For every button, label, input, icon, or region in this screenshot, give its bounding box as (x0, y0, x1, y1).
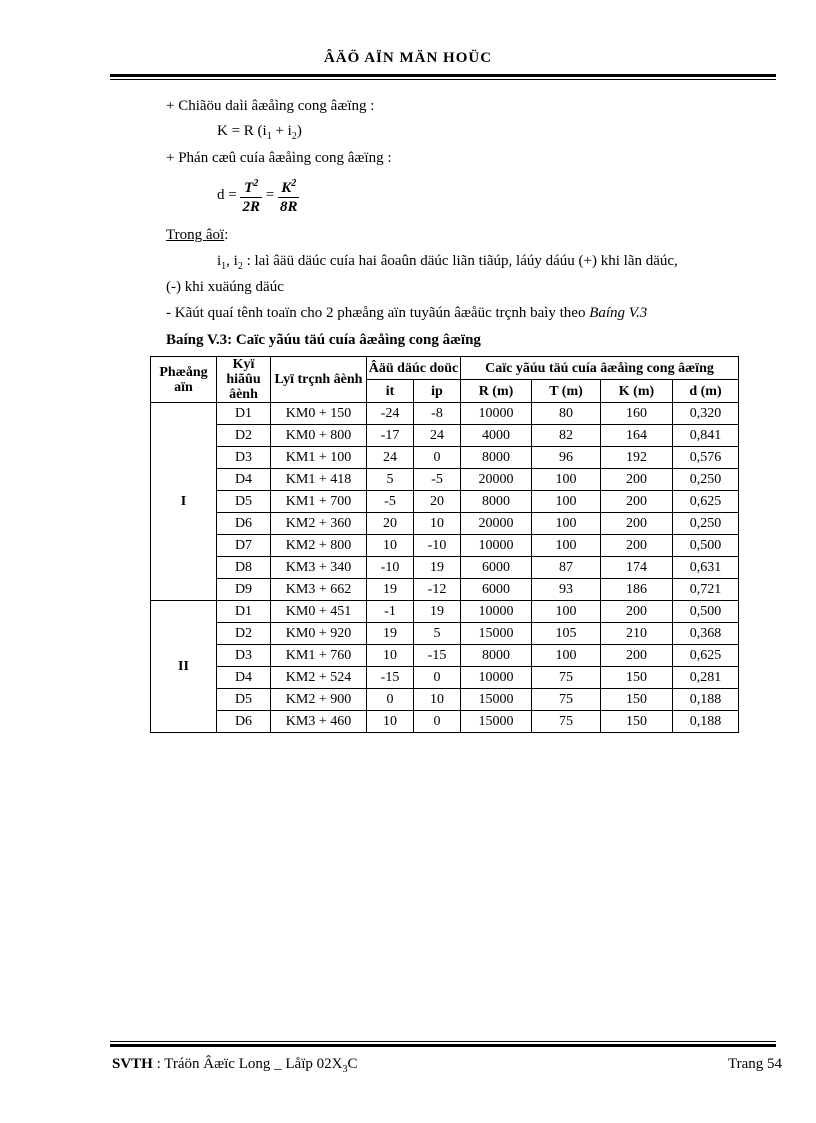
table-cell: D9 (217, 579, 271, 601)
col-header-t: T (m) (532, 380, 601, 403)
table-row (151, 557, 739, 579)
table-row (151, 623, 739, 645)
table-cell: 0,250 (673, 513, 739, 535)
table-cell: D5 (217, 689, 271, 711)
table-cell: 5 (414, 623, 461, 645)
page-header-title: ÂÄÖ AÏN MÄN HOÜC (323, 50, 493, 66)
table-cell: -24 (367, 403, 414, 425)
table-cell: -10 (414, 535, 461, 557)
table-row (151, 601, 739, 623)
col-header-option: Phæång aïn (151, 357, 217, 403)
table-cell: 0,631 (673, 557, 739, 579)
table-cell: 80 (532, 403, 601, 425)
table-cell: D4 (217, 469, 271, 491)
page-number: Trang 54 (727, 1056, 782, 1072)
table-cell: 75 (532, 711, 601, 733)
table-cell: 0,320 (673, 403, 739, 425)
table-cell: 200 (601, 535, 673, 557)
table-cell: 150 (601, 667, 673, 689)
table-cell: -1 (367, 601, 414, 623)
table-cell: D1 (217, 403, 271, 425)
table-cell: 15000 (461, 711, 532, 733)
col-header-symbol: Kyï hiãûu âènh (217, 357, 271, 403)
table-cell: 87 (532, 557, 601, 579)
col-header-elements: Caïc yãúu täú cuía âæåìng cong âæïng (461, 357, 739, 380)
grade-definition-cont: (-) khi xuäúng däúc (166, 279, 284, 295)
where-label: Trong âoï: (166, 227, 229, 243)
formula-d: d = $\frac{T^2}{2R}$ = $\frac{K^2}{8R}$ (217, 175, 299, 216)
table-cell: KM1 + 700 (271, 491, 367, 513)
table-cell: KM1 + 418 (271, 469, 367, 491)
table-cell: 10 (414, 689, 461, 711)
header-rule-thin (110, 79, 776, 80)
option-group-label: I (151, 403, 217, 601)
table-cell: 19 (414, 557, 461, 579)
table-cell: D8 (217, 557, 271, 579)
table-cell: KM2 + 524 (271, 667, 367, 689)
table-cell: 0,250 (673, 469, 739, 491)
table-cell: KM0 + 451 (271, 601, 367, 623)
table-cell: D5 (217, 491, 271, 513)
table-cell: 6000 (461, 579, 532, 601)
table-cell: -5 (414, 469, 461, 491)
footer-rule-thick (110, 1044, 776, 1047)
table-row (151, 447, 739, 469)
table-cell: 4000 (461, 425, 532, 447)
footer-rule-thin (110, 1041, 776, 1042)
table-cell: 10 (367, 535, 414, 557)
table-cell: 10 (367, 711, 414, 733)
table-cell: 150 (601, 689, 673, 711)
table-row (151, 513, 739, 535)
table-cell: 164 (601, 425, 673, 447)
table-cell: D2 (217, 425, 271, 447)
table-cell: KM3 + 340 (271, 557, 367, 579)
table-cell: 5 (367, 469, 414, 491)
table-cell: -15 (414, 645, 461, 667)
table-row (151, 491, 739, 513)
table-cell: 24 (367, 447, 414, 469)
table-cell: 0,721 (673, 579, 739, 601)
table-cell: 82 (532, 425, 601, 447)
col-header-d: d (m) (673, 380, 739, 403)
col-header-it: it (367, 380, 414, 403)
table-row (151, 579, 739, 601)
table-row (151, 711, 739, 733)
table-cell: 8000 (461, 645, 532, 667)
table-cell: 8000 (461, 491, 532, 513)
table-cell: 20000 (461, 513, 532, 535)
table-cell: 0 (414, 711, 461, 733)
table-cell: -5 (367, 491, 414, 513)
table-cell: 15000 (461, 689, 532, 711)
col-header-grade: Âäü däúc doüc (367, 357, 461, 380)
table-cell: D6 (217, 711, 271, 733)
table-cell: 10000 (461, 535, 532, 557)
table-cell: 100 (532, 601, 601, 623)
table-cell: 200 (601, 601, 673, 623)
table-cell: 0 (414, 447, 461, 469)
table-cell: 0,188 (673, 689, 739, 711)
table-cell: 186 (601, 579, 673, 601)
table-cell: 100 (532, 513, 601, 535)
table-cell: D3 (217, 645, 271, 667)
formula-k: K = R $(i_1 + i_2)$ (217, 123, 302, 142)
table-row (151, 689, 739, 711)
table-reference: Baíng V.3 (589, 305, 648, 321)
table-cell: 160 (601, 403, 673, 425)
ordinate-text: + Phán cæû cuía âæåìng cong âæïng : (166, 150, 392, 166)
table-cell: 8000 (461, 447, 532, 469)
table-cell: KM0 + 800 (271, 425, 367, 447)
table-cell: 10 (367, 645, 414, 667)
table-cell: 6000 (461, 557, 532, 579)
table-cell: 200 (601, 645, 673, 667)
table-cell: D4 (217, 667, 271, 689)
table-cell: 100 (532, 469, 601, 491)
table-cell: KM1 + 760 (271, 645, 367, 667)
table-cell: 10 (414, 513, 461, 535)
table-cell: D6 (217, 513, 271, 535)
table-cell: 20 (367, 513, 414, 535)
table-cell: -15 (367, 667, 414, 689)
table-cell: 0,625 (673, 491, 739, 513)
table-cell: KM0 + 150 (271, 403, 367, 425)
table-cell: 100 (532, 535, 601, 557)
table-cell: 10000 (461, 667, 532, 689)
table-cell: D3 (217, 447, 271, 469)
table-row (151, 645, 739, 667)
table-row (151, 403, 739, 425)
table-cell: 100 (532, 491, 601, 513)
table-cell: 93 (532, 579, 601, 601)
table-cell: -12 (414, 579, 461, 601)
table-cell: 200 (601, 491, 673, 513)
table-cell: 15000 (461, 623, 532, 645)
col-header-station: Lyï trçnh âènh (271, 357, 367, 403)
table-cell: 20 (414, 491, 461, 513)
table-cell: 96 (532, 447, 601, 469)
table-cell: D7 (217, 535, 271, 557)
table-cell: 10000 (461, 403, 532, 425)
table-cell: 174 (601, 557, 673, 579)
table-cell: 105 (532, 623, 601, 645)
table-cell: 24 (414, 425, 461, 447)
table-cell: 150 (601, 711, 673, 733)
table-cell: 0,281 (673, 667, 739, 689)
result-text: - Kãút quaí tênh toaïn cho 2 phæång aïn tuyãún âæåüc trçnh baìy theo Baíng V.3 (166, 305, 648, 321)
table-cell: 75 (532, 667, 601, 689)
table-row (151, 425, 739, 447)
table-cell: 192 (601, 447, 673, 469)
table-cell: 0,576 (673, 447, 739, 469)
table-cell: -17 (367, 425, 414, 447)
table-cell: 200 (601, 469, 673, 491)
col-header-k: K (m) (601, 380, 673, 403)
option-group-label: II (151, 601, 217, 733)
table-cell: 75 (532, 689, 601, 711)
table-cell: 19 (367, 579, 414, 601)
vertical-curve-table (150, 356, 739, 733)
table-cell: 0,625 (673, 645, 739, 667)
table-cell: 0,500 (673, 601, 739, 623)
length-text: + Chiãöu daìi âæåìng cong âæïng : (166, 98, 375, 114)
table-row (151, 469, 739, 491)
table-cell: KM1 + 100 (271, 447, 367, 469)
table-cell: 0 (414, 667, 461, 689)
table-cell: D2 (217, 623, 271, 645)
table-cell: 0,368 (673, 623, 739, 645)
table-cell: 100 (532, 645, 601, 667)
table-row (151, 535, 739, 557)
table-cell: 0 (367, 689, 414, 711)
table-cell: KM2 + 360 (271, 513, 367, 535)
table-cell: D1 (217, 601, 271, 623)
table-cell: KM0 + 920 (271, 623, 367, 645)
table-cell: 200 (601, 513, 673, 535)
table-cell: KM2 + 900 (271, 689, 367, 711)
table-cell: 10000 (461, 601, 532, 623)
table-cell: 210 (601, 623, 673, 645)
grade-definition: $i_1$, $i_2$ : laì âäü däúc cuía hai âoaûn däúc liãn tiãúp, láúy dáúu (+) khi lãn däúc, (217, 253, 678, 272)
table-cell: 0,188 (673, 711, 739, 733)
footer-student: SVTH : Tráön Âæïc Long _ Låïp $02X_3C$ (112, 1056, 358, 1075)
table-cell: 20000 (461, 469, 532, 491)
table-cell: KM3 + 460 (271, 711, 367, 733)
col-header-r: R (m) (461, 380, 532, 403)
table-cell: 19 (367, 623, 414, 645)
table-cell: 0,500 (673, 535, 739, 557)
table-row (151, 667, 739, 689)
table-cell: -8 (414, 403, 461, 425)
table-cell: KM3 + 662 (271, 579, 367, 601)
header-rule-thick (110, 74, 776, 77)
table-cell: -10 (367, 557, 414, 579)
table-cell: 19 (414, 601, 461, 623)
col-header-ip: ip (414, 380, 461, 403)
table-cell: KM2 + 800 (271, 535, 367, 557)
table-caption: Baíng V.3: Caïc yãúu täú cuía âæåìng cong âæïng (166, 332, 481, 348)
table-cell: 0,841 (673, 425, 739, 447)
